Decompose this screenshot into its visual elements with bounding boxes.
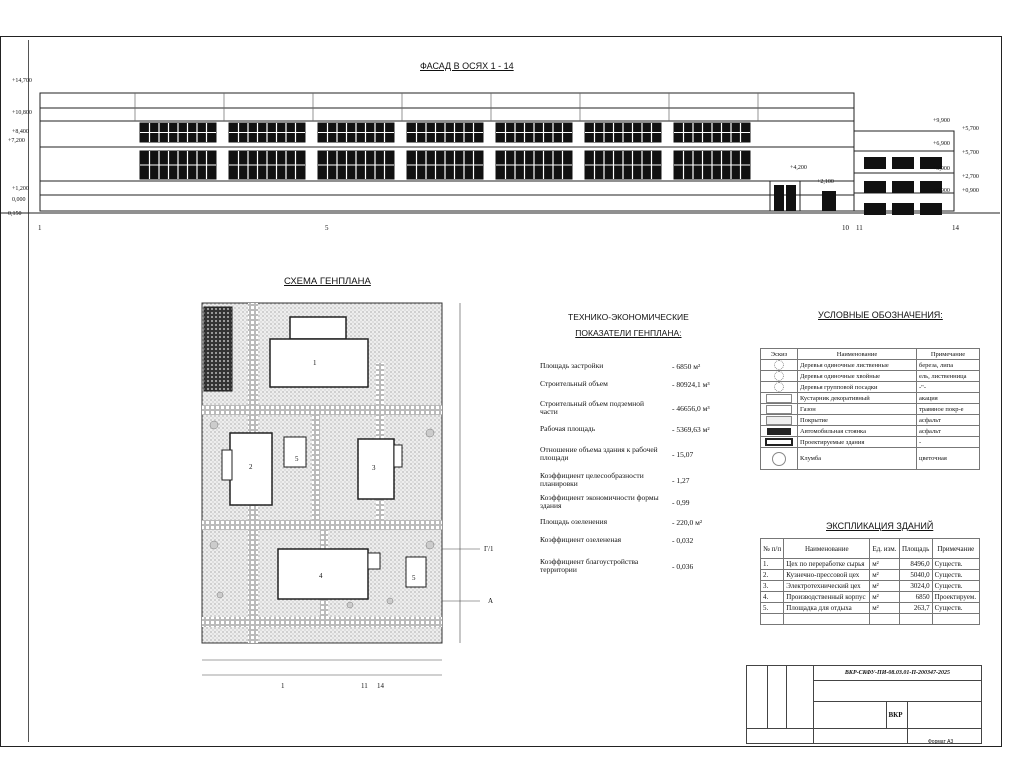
legend-swatch <box>761 371 798 382</box>
axis-label: 5 <box>325 224 329 232</box>
legend-swatch-mark <box>772 452 786 466</box>
legend-swatch <box>761 426 798 437</box>
expl-cell-empty <box>870 614 899 625</box>
stamp-cell <box>747 666 768 729</box>
annex-window <box>892 181 914 193</box>
explication-row <box>761 592 980 603</box>
legend-swatch-mark <box>767 428 791 435</box>
legend-row <box>761 426 980 437</box>
legend-name: Покрытие <box>798 415 917 426</box>
legend-row <box>761 360 980 371</box>
level-mark: +5,700 <box>962 126 979 132</box>
axis-label: 1 <box>281 682 285 690</box>
legend-swatch <box>761 360 798 371</box>
indicator-value: - 5369,63 м² <box>672 425 710 434</box>
legend-note: акация <box>917 393 980 404</box>
expl-cell-area: 6850 <box>899 592 932 603</box>
indicator-name: Коэффициент экономичности формы здания <box>540 493 659 510</box>
legend-note: цветочная <box>917 448 980 470</box>
indicator-value: - 80924,1 м³ <box>672 380 710 389</box>
level-mark: +1,200 <box>12 186 29 192</box>
annex-window <box>892 203 914 215</box>
legend-swatch <box>761 404 798 415</box>
explication-table <box>760 538 980 625</box>
expl-cell-n: 1. <box>761 559 784 570</box>
level-mark: +6,900 <box>933 141 950 147</box>
expl-cell-empty <box>932 614 979 625</box>
expl-header: Наименование <box>784 539 870 559</box>
expl-cell-note: Существ. <box>932 581 979 592</box>
axis-label: 1 <box>38 224 42 232</box>
indicator-value: - 46656,0 м³ <box>672 404 710 413</box>
legend-header: Примечание <box>917 349 980 360</box>
legend-swatch <box>761 448 798 470</box>
expl-cell-name: Цех по переработке сырья <box>784 559 870 570</box>
indicators-title-line2: ПОКАЗАТЕЛИ ГЕНПЛАНА: <box>575 328 682 338</box>
expl-cell-note: Существ. <box>932 603 979 614</box>
stamp-cell <box>787 666 814 729</box>
expl-cell-name: Кузнечно-прессовой цех <box>784 570 870 581</box>
axis-label: 11 <box>856 224 863 232</box>
explication-row <box>761 581 980 592</box>
legend-name: Проектируемые здания <box>798 437 917 448</box>
expl-cell-n: 3. <box>761 581 784 592</box>
legend-name: Деревья одиночные хвойные <box>798 371 917 382</box>
expl-cell-empty <box>761 614 784 625</box>
legend-name: Деревья одиночные лиственные <box>798 360 917 371</box>
legend-swatch <box>761 382 798 393</box>
building-number: 1 <box>313 359 317 367</box>
axis-label: 10 <box>842 224 849 232</box>
building-number: 4 <box>319 572 323 580</box>
legend-note: береза, липа <box>917 360 980 371</box>
indicator-value: - 0,036 <box>672 562 694 571</box>
legend-swatch-mark <box>765 438 793 446</box>
indicator-value: - 0,032 <box>672 536 694 545</box>
legend-row <box>761 382 980 393</box>
indicator-value: - 1,27 <box>672 476 690 485</box>
expl-cell-area: 8496,0 <box>899 559 932 570</box>
building-number: 2 <box>249 463 253 471</box>
legend-note: - <box>917 437 980 448</box>
level-mark: +10,800 <box>12 110 32 116</box>
level-mark: +3,900 <box>933 166 950 172</box>
explication-title: ЭКСПЛИКАЦИЯ ЗДАНИЙ <box>826 521 934 531</box>
axis-label: А <box>488 597 494 605</box>
indicator-name: Коэффициент озелененая <box>540 535 622 544</box>
explication-row <box>761 559 980 570</box>
legend-note: ель, лиственница <box>917 371 980 382</box>
level-mark: +5,700 <box>962 150 979 156</box>
legend-swatch-mark <box>766 394 792 403</box>
expl-header: Примечание <box>932 539 979 559</box>
legend-swatch-mark <box>766 405 792 414</box>
indicator-value: - 6850 м² <box>672 362 701 371</box>
expl-cell-name: Площадка для отдыха <box>784 603 870 614</box>
legend-row <box>761 371 980 382</box>
axis-label: 11 <box>361 682 368 690</box>
stamp-sheet: ВКР <box>887 702 908 729</box>
legend-swatch-mark <box>774 360 784 370</box>
expl-cell-empty <box>899 614 932 625</box>
axis-label: 14 <box>952 224 959 232</box>
level-mark: +2,100 <box>817 179 834 185</box>
legend-row <box>761 404 980 415</box>
legend-note: -"- <box>917 382 980 393</box>
indicator-name: Строительный объем <box>540 379 608 388</box>
annex-window <box>864 157 886 169</box>
expl-cell-area: 263,7 <box>899 603 932 614</box>
legend-row <box>761 448 980 470</box>
expl-cell-unit: м² <box>870 559 899 570</box>
building-number: 5 <box>412 574 416 582</box>
building-number: 5 <box>295 455 299 463</box>
indicators-title <box>568 312 689 338</box>
legend-swatch <box>761 437 798 448</box>
indicator-name: Рабочая площадь <box>540 424 596 433</box>
expl-cell-note: Проектируем. <box>932 592 979 603</box>
legend-name: Автомобильная стоянка <box>798 426 917 437</box>
expl-cell-unit: м² <box>870 592 899 603</box>
legend-row <box>761 415 980 426</box>
legend-note: асфальт <box>917 426 980 437</box>
expl-cell-area: 3024,0 <box>899 581 932 592</box>
explication-row <box>761 603 980 614</box>
site-plan-title: СХЕМА ГЕНПЛАНА <box>284 276 371 287</box>
annex-window <box>892 157 914 169</box>
legend-swatch-mark <box>774 371 784 381</box>
annex-window <box>920 203 942 215</box>
level-mark: +4,200 <box>790 165 807 171</box>
legend-note: асфальт <box>917 415 980 426</box>
legend-note: травяное покр-е <box>917 404 980 415</box>
legend-swatch <box>761 393 798 404</box>
axis-label: Г/1 <box>484 545 494 553</box>
legend-header: Наименование <box>798 349 917 360</box>
legend-header: Эскиз <box>761 349 798 360</box>
expl-header: Ед. изм. <box>870 539 899 559</box>
level-mark: +0,900 <box>962 188 979 194</box>
expl-cell-name: Производственный корпус <box>784 592 870 603</box>
indicator-value: - 220,0 м² <box>672 518 703 527</box>
indicator-name: Площадь застройки <box>540 361 604 370</box>
level-mark: +2,700 <box>962 174 979 180</box>
expl-header: № п/п <box>761 539 784 559</box>
legend-title: УСЛОВНЫЕ ОБОЗНАЧЕНИЯ: <box>818 310 943 320</box>
annex-window <box>864 203 886 215</box>
legend-row <box>761 437 980 448</box>
legend-name: Газон <box>798 404 917 415</box>
expl-cell-n: 2. <box>761 570 784 581</box>
indicator-name: Отношение объема здания к рабочей площади <box>540 445 658 462</box>
explication-header-row <box>761 539 980 559</box>
indicator-value: - 0,99 <box>672 498 690 507</box>
indicator-value: - 15,07 <box>672 450 694 459</box>
level-mark: +0,900 <box>933 188 950 194</box>
title-block <box>746 665 982 744</box>
stamp-format: Формат А3 <box>928 739 954 745</box>
legend-swatch <box>761 415 798 426</box>
legend-name: Деревья групповой посадки <box>798 382 917 393</box>
facade-drawing <box>0 75 1000 235</box>
expl-cell-unit: м² <box>870 570 899 581</box>
indicators-title-line1: ТЕХНИКО-ЭКОНОМИЧЕСКИЕ <box>568 312 689 322</box>
level-mark: +14,700 <box>12 78 32 84</box>
legend-swatch-mark <box>766 416 792 425</box>
level-mark: 0,000 <box>12 197 26 203</box>
level-mark: +9,900 <box>933 118 950 124</box>
level-mark: +7,200 <box>8 138 25 144</box>
expl-cell-note: Существ. <box>932 559 979 570</box>
legend-row <box>761 393 980 404</box>
stamp-cell <box>814 681 982 702</box>
stamp-code: ВКР-СКФУ-ПИ-08.03.01-П-200347-2025 <box>814 666 982 681</box>
building-number: 3 <box>372 464 376 472</box>
expl-cell-unit: м² <box>870 581 899 592</box>
stamp-cell <box>814 729 908 744</box>
expl-cell-note: Существ. <box>932 570 979 581</box>
legend-table <box>760 348 980 470</box>
legend-name: Клумба <box>798 448 917 470</box>
legend-header-row <box>761 349 980 360</box>
legend-name: Кустарник декоративный <box>798 393 917 404</box>
stamp-cell <box>908 702 982 729</box>
site-plan-drawing <box>190 295 500 695</box>
expl-header: Площадь <box>899 539 932 559</box>
explication-row <box>761 570 980 581</box>
expl-cell-area: 5040,0 <box>899 570 932 581</box>
level-mark: +8,400 <box>12 129 29 135</box>
expl-cell-name: Электротехнический цех <box>784 581 870 592</box>
indicator-name: Коэффициент благоустройства территории <box>540 557 639 574</box>
indicator-name: Площадь озеленения <box>540 517 608 526</box>
facade-title: ФАСАД В ОСЯХ 1 - 14 <box>420 61 514 71</box>
expl-cell-unit: м² <box>870 603 899 614</box>
indicator-name: Строительный объем подземной части <box>540 399 644 416</box>
stamp-cell <box>747 729 814 744</box>
stamp-cell <box>814 702 887 729</box>
expl-cell-n: 5. <box>761 603 784 614</box>
axis-label: 14 <box>377 682 384 690</box>
expl-cell-n: 4. <box>761 592 784 603</box>
level-mark: -0,150 <box>6 211 22 217</box>
stamp-cell <box>768 666 787 729</box>
expl-cell-empty <box>784 614 870 625</box>
indicator-name: Коэффициент целесообразности планировки <box>540 471 644 488</box>
legend-swatch-mark <box>774 382 784 392</box>
annex-window <box>864 181 886 193</box>
explication-row-empty <box>761 614 980 625</box>
